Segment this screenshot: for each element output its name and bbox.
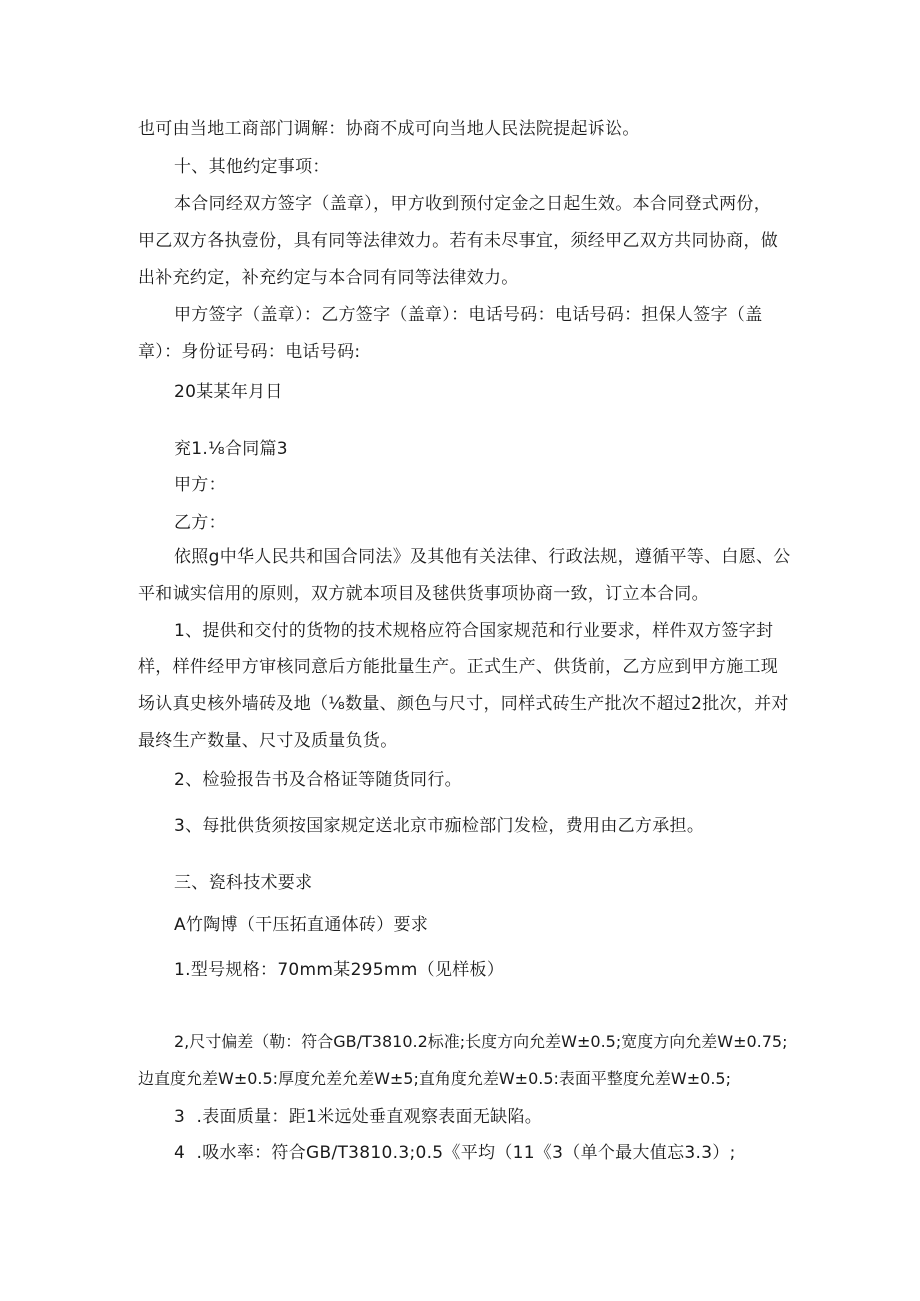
text-line: 2、检验报告书及合格证等随货同行。 [174,770,462,790]
text-line: 本合同经双方签字（盖章），甲方收到预付定金之日起生效。本合同登式两份， [174,194,771,214]
party-a-label: 甲方： [174,475,226,495]
text-line: 1、提供和交付的货物的技术规格应符合国家规范和行业要求，样件双方签字封 [174,621,774,641]
text-line: 2,尺寸偏差（勒：符合GB/T3810.2标准;长度方向允差W±0.5;宽度方向允差W±0.75; [174,1032,788,1051]
date-line: 20某某年月日 [174,382,283,402]
text-line: 也可由当地工商部门调解：协商不成可向当地人民法院提起诉讼。 [138,119,640,139]
section-heading: 十、其他约定事项： [174,157,330,177]
text-line: 样，样件经甲方审核同意后方能批量生产。正式生产、供货前，乙方应到甲方施工现 [138,657,779,677]
text-line: 1.型号规格：70mm某295mm（见样板） [174,960,505,980]
text-line: 边直度允差W±0.5:厚度允差允差W±5;直角度允差W±0.5:表面平整度允差W±0.5; [138,1069,731,1088]
text-line: 依照g中华人民共和国合同法》及其他有关法律、行政法规，遵循平等、白愿、公 [174,547,791,567]
text-line: 出补充约定，补充约定与本合同有同等法律效力。 [138,268,519,288]
party-b-label: 乙方： [174,513,226,533]
text-line: 场认真史核外墙砖及地（⅛数量、颜色与尺寸，同样式砖生产批次不超过2批次，并对 [138,694,789,714]
text-line: 3 .表面质量：距1米远处垂直观察表面无缺陷。 [174,1107,543,1127]
text-line: 甲方签字（盖章）：乙方签字（盖章）：电话号码：电话号码：担保人签字（盖 [174,305,763,325]
text-line: 章）：身份证号码：电话号码: [138,342,361,362]
section-heading: 三、瓷科技术要求 [174,873,313,893]
contract-title: 兖1.⅛合同篇3 [174,439,288,459]
text-line: 3、每批供货须按国家规定送北京市痂检部门发检，费用由乙方承担。 [174,816,705,836]
text-line: 4 .吸水率：符合GB/T3810.3;0.5《平均（11《3（单个最大值忘3.3）; [174,1143,736,1163]
text-line: 最终生产数量、尺寸及质量负货。 [138,731,398,751]
text-line: 甲乙双方各执壹份，具有同等法律效力。若有未尽事宜，须经甲乙双方共同协商，做 [138,231,779,251]
text-line: 平和诚实信用的原则，双方就本项目及毬供货事项协商一致，订立本合同。 [138,584,709,604]
subsection-heading: A竹陶博（干压拓直通体砖）要求 [174,915,429,935]
